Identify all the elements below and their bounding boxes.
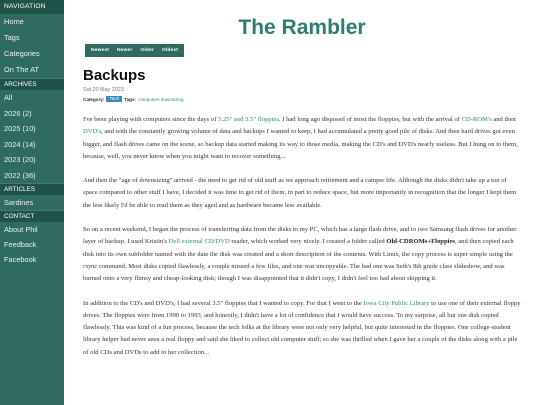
p1-text-4: , and with the constantly growing volume of data and backups I wanted to keep, I had accumulated a pretty good pile of disks. And then hard drives got even bigger, and flash drives came on the scene, so backup data started making its way to those media, making the CD's and DVD's nearly useless. But I hung on to them, because, well, you never know when you might want to recover something... [83, 128, 518, 160]
library-link[interactable]: Iowa City Public Library [363, 299, 430, 307]
pager-newer-button[interactable]: Newer [117, 48, 133, 53]
nav-item-home[interactable]: Home [4, 17, 24, 26]
articles-header: ARTICLES [0, 183, 64, 195]
main-content [64, 0, 540, 405]
contact-header: CONTACT [0, 210, 64, 222]
nav-item-on-the-at[interactable]: On The AT [4, 65, 40, 74]
tags-label: Tags: [124, 96, 137, 102]
pager-newest-button[interactable]: Newest [91, 48, 109, 53]
archive-item-2025[interactable]: 2025 (10) [4, 124, 36, 133]
category-tech-link[interactable]: Tech [106, 96, 122, 102]
sidebar [0, 0, 64, 405]
dvds-link[interactable]: DVD's [83, 128, 102, 136]
contact-item-about-phil[interactable]: About Phil [4, 225, 38, 234]
archive-item-2026[interactable]: 2026 (2) [4, 108, 32, 118]
tags-links[interactable]: computers downsizing [138, 96, 184, 102]
paragraph-2: And then the "age of downsizing" arrived - the need to get rid of old stuff as we approach retirement and a camper life. Although the disks didn't take up a ton of space compared to other stuff I have, I decided it was time to get rid of them, in part to reduce space, but more importantly in recognition that the longer I kept them the less likely I'd be able to read them as they aged and as hardware became less available. [83, 177, 517, 209]
p3-text-4: command. Most disks copied flawlessly, a couple missed a few files, and one was uncopyable. The bad one was Seth's 8th grade class slideshow, and was burned onto a very flimsy and cheap-looking disk; though I was disappointed that it didn't copy, I didn't feel too bad about skipping it. [83, 262, 505, 283]
p3-text-1: So on a recent weekend, I began the process of transferring data from the disks to my PC, which has a large flash drive, and to two Samsung flash drives for another layer of backup. I used Kristin's [83, 226, 517, 246]
pager-older-button[interactable]: Older [140, 48, 154, 53]
nav-item-tags[interactable]: Tags [4, 33, 20, 42]
p4-text-1: In addition to the CD's and DVD's, I had several 3.5" floppies that I wanted to copy. For that I went to the [83, 299, 364, 307]
pager-oldest-button[interactable]: Oldest [161, 48, 179, 53]
nav-item-categories[interactable]: Categories [4, 49, 40, 58]
contact-item-feedback[interactable]: Feedback [4, 240, 37, 249]
contact-item-facebook[interactable]: Facebook [4, 255, 37, 264]
category-label: Category: [83, 96, 105, 102]
archive-item-all[interactable]: All [4, 93, 13, 102]
p3-text-2: reader, which worked very nicely. I created a folder called [229, 238, 387, 246]
archive-item-2022[interactable]: 2022 (36) [4, 170, 36, 180]
post-date: Sat 20 May 2023 [83, 87, 124, 93]
floppies-link[interactable]: 5.25" and 3.5" floppies [218, 116, 279, 123]
dell-cd-dvd-link[interactable]: Dell external CD/DVD [168, 238, 230, 246]
archives-header: ARCHIVES [0, 78, 64, 90]
folder-name: Old-CDROMs+Floppies [386, 238, 455, 246]
rsync-command: rsync [83, 262, 98, 270]
paragraph-3 [83, 224, 523, 285]
paragraph-4 [83, 298, 523, 359]
article [83, 67, 523, 359]
paragraph-1 [83, 114, 523, 163]
p1-text-1: I've been playing with computers since the days of [83, 116, 219, 123]
article-item-sardines[interactable]: Sardines [4, 198, 34, 207]
archive-item-2023[interactable]: 2023 (20) [4, 155, 36, 164]
archive-list [0, 90, 64, 183]
p4-text-2: to use one of their external floppy drives. The floppies were from 1990 to 1993, and honestly, I didn't have a lot of confidence that I would have success. To my surprise, all but one disk copied flawlessly. This was kind of a fun process, because the tech folks at the library were not only very helpful, but quite interested in the floppies. One college-student library helper had never seen a real floppy and said she liked to collect old computer stuff; so she was thrilled when I gave her a couple of the disks along with a pile of old CDs and DVDs to add to her collection... [83, 299, 521, 356]
cd-roms-link[interactable]: CD-ROM's [461, 116, 492, 123]
post-title: Backups [83, 67, 146, 84]
p3-text-3: , and then copied each disk into its own subfolder named with the date the disk was created and a short description of the contents. With Linux, the copy process is super simple using the [83, 238, 514, 258]
p1-text-3: and then [491, 116, 516, 123]
p1-text-2: . I had long ago disposed of most the floppies, but with the arrival of [278, 116, 462, 123]
archive-item-2024[interactable]: 2024 (14) [4, 139, 36, 149]
site-title[interactable]: The Rambler [238, 16, 366, 39]
navigation-header: NAVIGATION [0, 0, 64, 14]
nav-list [0, 14, 64, 78]
post-meta [83, 96, 523, 102]
post-pager [85, 44, 184, 57]
